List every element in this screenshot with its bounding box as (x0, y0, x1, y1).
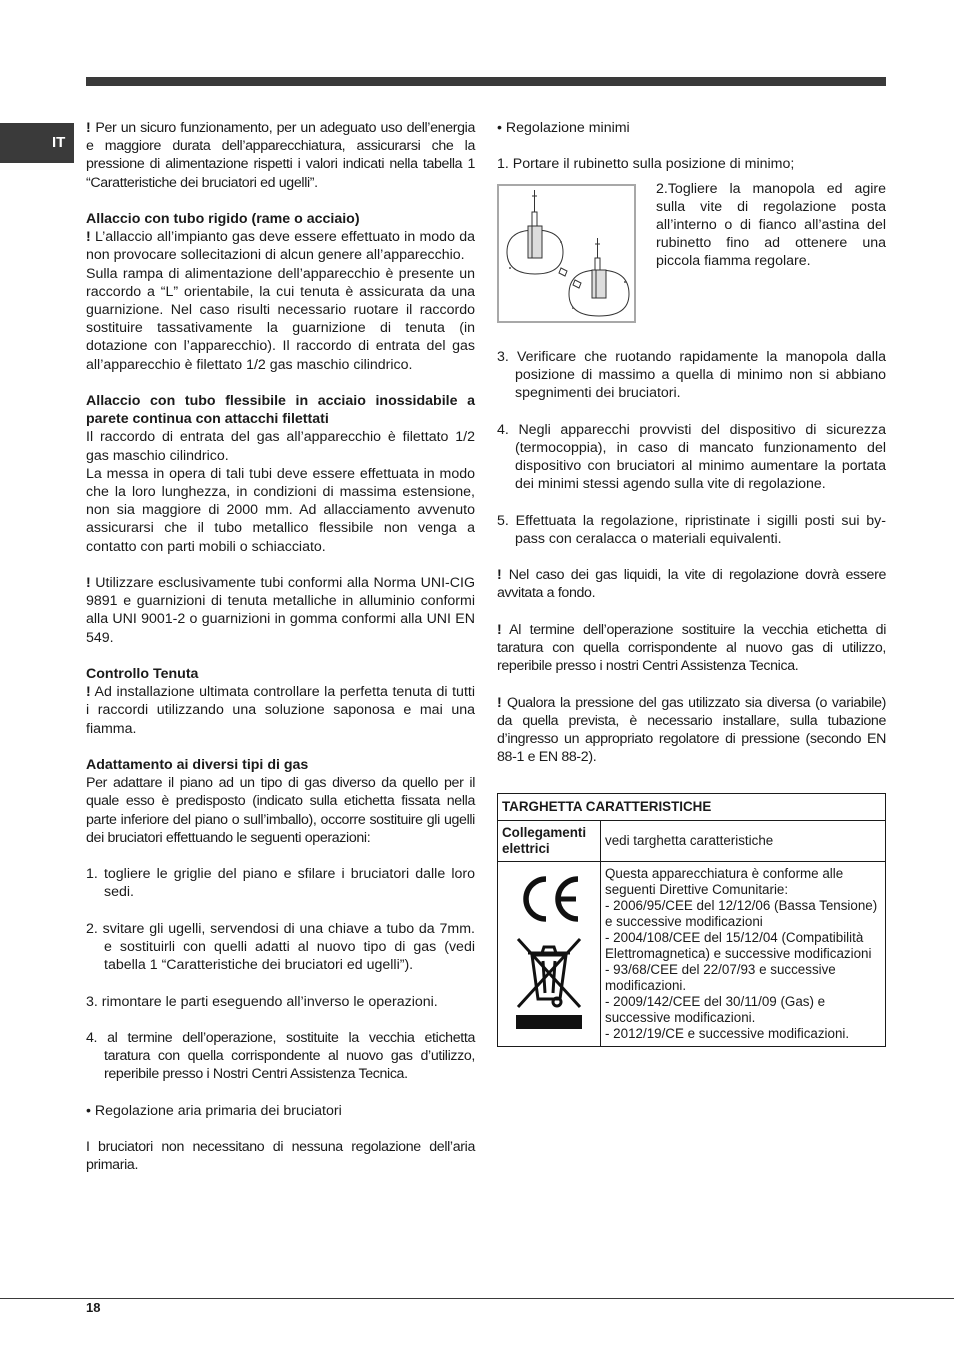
directive-line: - 2012/19/CE e successive modificazioni. (605, 1025, 850, 1041)
minimum-step-4: 4. Negli apparecchi provvisti del dispositivo di sicurezza (termocoppia), in caso di mancato funzionamento del dispositivo con bruciatori al minimo aumentare la portata dei minimi stessi agendo sulla vite di regolazione. (497, 421, 886, 493)
adaptation-step-2: 2. svitare gli ugelli, servendosi di una chiave a tubo da 7mm. e sostituirli con quelli adatti al nuovo tipo di gas (vedi tabella 1 “Caratteristiche dei bruciatori ed ugelli”). (86, 920, 475, 974)
heading-rigid-pipe: Allaccio con tubo rigido (rame o acciaio) (86, 211, 360, 227)
note-liquid-gas: ! Nel caso dei gas liquidi, la vite di regolazione dovrà essere avvitata a fondo. (497, 567, 886, 602)
flexible-pipe-paragraph-2: La messa in opera di tali tubi deve essere effettuata in modo che la loro lunghezza, in condizioni di massima estensione, non sia maggiore di 2000 mm. Ad allacciamento avvenuto assicurarsi che il tubo metallico flessibile non venga a contatto con parti mobili o schiacciato. (86, 465, 475, 555)
weee-bin-icon (514, 935, 584, 1031)
figure-row (497, 180, 886, 330)
note-pressure-regulator: ! Qualora la pressione del gas utilizzato sia diversa (o variabile) da quella prevista, è necessario installare, sulla tubazione d’ingresso un appropriato regolatore di pressione (secondo EN 88-1 e EN 88-2). (497, 694, 886, 766)
conformity-marks (498, 861, 601, 1046)
electrical-connections-value: vedi targhetta caratteristiche (601, 820, 886, 861)
minimum-step-2: 2.Togliere la manopola ed agire sulla vite di regolazione posta all’interno o di fianco all’astina del rubinetto fino ad ottenere una piccola fiamma regolare. (656, 180, 886, 270)
heading-flexible-pipe: Allaccio con tubo flessibile in acciaio inossidabile a parete continua con attacchi filettati (86, 393, 475, 428)
adaptation-step-4: 4. al termine dell’operazione, sostituite la vecchia etichetta taratura con quella corrispondente al nuovo gas d’utilizzo, reperibile presso i Nostri Centri Assistenza Tecnica. (86, 1030, 475, 1083)
directive-line: Questa apparecchiatura è conforme alle seguenti Direttive Comunitarie: (605, 865, 844, 897)
minimum-step-1: 1. Portare il rubinetto sulla posizione di minimo; (497, 156, 795, 173)
directive-line: - 2009/142/CEE del 30/11/09 (Gas) e successive modificazioni. (605, 993, 826, 1025)
language-tab: IT (0, 123, 74, 163)
minimum-step-3: 3. Verificare che ruotando rapidamente la manopola dalla posizione di massimo a quella di minimo non si abbiano spegnimenti dei bruciatori. (497, 348, 886, 402)
primary-air-paragraph: I bruciatori non necessitano di nessuna regolazione dell’aria primaria. (86, 1139, 475, 1174)
gas-adaptation-paragraph: Per adattare il piano ad un tipo di gas diverso da quello per il quale esso è predisposto (indicato sulla etichetta fissata nella parte inferiore del piano o sull’imballo), occorre sostituire gli ugelli dei bruciatori effettuando le seguenti operazioni: (86, 775, 475, 846)
minimum-step-5: 5. Effettuata la regolazione, ripristinate i sigilli posti sui by-pass con ceralacca o materiali equivalenti. (497, 512, 886, 547)
tap-adjustment-illustration (497, 184, 636, 323)
heading-gas-adaptation: Adattamento ai diversi tipi di gas (86, 757, 309, 774)
right-column (497, 119, 886, 1047)
directives-cell (601, 861, 886, 1046)
ce-mark-icon (516, 873, 582, 925)
flexible-pipe-paragraph-1: Il raccordo di entrata del gas all’apparecchio è filettato 1/2 gas maschio cilindrico. (86, 429, 475, 464)
footer-line (0, 1298, 954, 1299)
adaptation-step-1: 1. togliere le griglie del piano e sfilare i bruciatori dalle loro sedi. (86, 866, 475, 901)
directive-line: - 93/68/CEE del 22/07/93 e successive modificazioni. (605, 961, 836, 993)
electrical-connections-label: Collegamenti elettrici (498, 820, 601, 861)
rigid-pipe-paragraph-2: Sulla rampa di alimentazione dell’apparecchio è presente un raccordo a “L” orientabile, la cui tenuta è assicurata da una guarnizione. Nel caso risulti necessario ruotare il raccordo sostituire tassativamente la guarnizione di tenuta (in dotazione con l’apparecchio). Il raccordo di entrata del gas all’apparecchio è filettato 1/2 gas maschio cilindrico. (86, 265, 475, 373)
uni-standard-paragraph: ! Utilizzare esclusivamente tubi conformi alla Norma UNI-CIG 9891 e guarnizioni di tenuta metalliche in alluminio conformi alla UNI 9001-2 o guarnizioni in gomma conformi alla UNI EN 549. (86, 575, 475, 646)
left-column (86, 119, 475, 1175)
heading-leak-check: Controllo Tenuta (86, 666, 199, 683)
bullet-primary-air: • Regolazione aria primaria dei bruciatori (86, 1102, 342, 1119)
burner-tap-icon (499, 186, 634, 321)
rating-plate-table (497, 793, 886, 1047)
page-number: 18 (86, 1300, 101, 1315)
intro-paragraph: ! Per un sicuro funzionamento, per un adeguato uso dell’energia e maggiore durata dell’apparecchiatura, assicurarsi che la pressione di alimentazione rispetti i valori indicati nella tabella 1 “Caratteristiche dei bruciatori ed ugelli”. (86, 120, 475, 191)
note-label-replacement: ! Al termine dell’operazione sostituire la vecchia etichetta di taratura con quella corrispondente al nuovo gas di utilizzo, reperibile presso i nostri Centri Assistenza Tecnica. (497, 621, 886, 675)
header-bar (86, 77, 886, 86)
table-title: TARGHETTA CARATTERISTICHE (498, 793, 886, 820)
directive-line: - 2004/108/CEE del 15/12/04 (Compatibilità Elettromagnetica) e successive modificazioni (605, 929, 872, 961)
leak-check-paragraph: ! Ad installazione ultimata controllare la perfetta tenuta di tutti i raccordi utilizzando una soluzione saponosa e mai una fiamma. (86, 684, 475, 737)
rigid-pipe-paragraph-1: ! L’allaccio all’impianto gas deve essere effettuato in modo da non provocare sollecitazioni di alcun genere all’apparecchio. (86, 229, 475, 264)
adaptation-step-3: 3. rimontare le parti eseguendo all’inverso le operazioni. (86, 993, 438, 1010)
directive-line: - 2006/95/CEE del 12/12/06 (Bassa Tensione) e successive modificazioni (605, 897, 878, 929)
bullet-minimum-adjustment: • Regolazione minimi (497, 120, 630, 136)
